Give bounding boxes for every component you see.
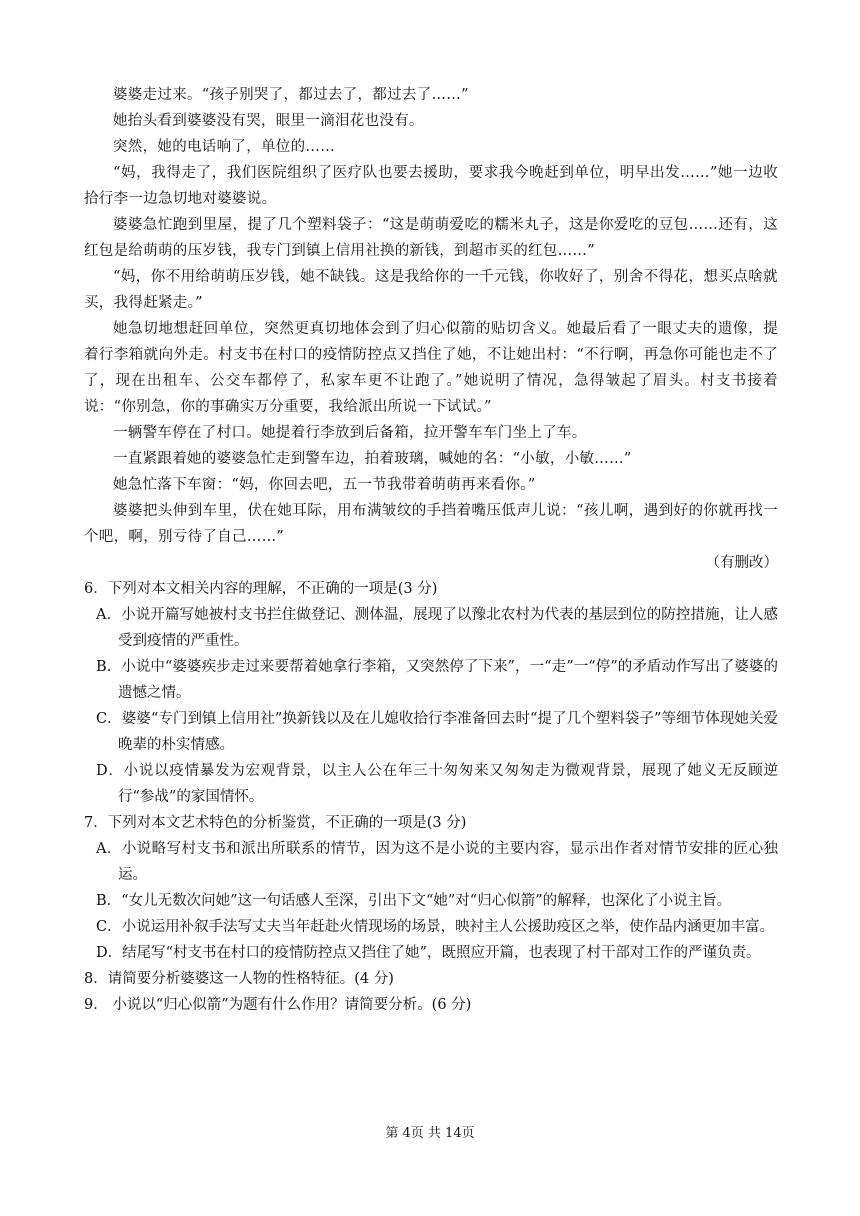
passage-paragraph: 她抬头看到婆婆没有哭，眼里一滴泪花也没有。 [113,113,424,129]
passage-paragraph: 她急切地想赶回单位，突然更真切地体会到了归心似箭的贴切含义。她最后看了一眼丈夫的遗像，提着行李箱就向外走。村支书在村口的疫情防控点又挡住了她，不让她出村：“不行啊，再急你可能也走不了了，现在出租车、公交车都停了，私家车更不让跑了。”她说明了情况，急得皱起了眉头。村支书接着说：“你别急，你的事确实万分重要，我给派出所说一下试试。” [84,321,778,415]
passage-paragraph: 婆婆走过来。“孩子别哭了，都过去了，都过去了……” [113,87,469,103]
passage-paragraph: “妈，我得走了，我们医院组织了医疗队也要去援助，要求我今晚赶到单位，明早出发……”她一边收拾行李一边急切地对婆婆说。 [84,165,778,207]
question-stem: 8．请简要分析婆婆这一人物的性格特征。(4 分) [84,971,394,987]
option-d: D．小说以疫情暴发为宏观背景，以主人公在年三十匆匆来又匆匆走为微观背景，展现了她义无反顾逆行“参战”的家国情怀。 [96,763,778,805]
passage-paragraph: 她急忙落下车窗：“妈，你回去吧，五一节我带着萌萌再来看你。” [113,477,536,493]
source-note: （有删改） [705,555,778,571]
question-stem: 7．下列对本文艺术特色的分析鉴赏，不正确的一项是(3 分) [84,815,467,831]
page-footer: 第 4页 共 14页 [385,1126,475,1141]
option-d: D．结尾写“村支书在村口的疫情防控点又挡住了她”，既照应开篇，也表现了村干部对工作的严谨负责。 [96,945,761,961]
passage-paragraph: “妈，你不用给萌萌压岁钱，她不缺钱。这是我给你的一千元钱，你收好了，别舍不得花，想买点啥就买，我得赶紧走。” [84,269,778,311]
option-b: B．小说中“婆婆疾步走过来要帮着她拿行李箱，又突然停了下来”，一“走”一“停”的矛盾动作写出了婆婆的遗憾之情。 [96,659,778,701]
question-9 [84,992,778,1018]
option-c: C．婆婆“专门到镇上信用社”换新钱以及在儿媳收拾行李准备回去时“提了几个塑料袋子”等细节体现她关爱晚辈的朴实情感。 [96,711,778,753]
question-stem: 9． 小说以“归心似箭”为题有什么作用？请简要分析。(6 分) [84,997,472,1013]
passage-paragraph: 突然，她的电话响了，单位的…… [113,139,335,155]
passage-paragraph: 婆婆把头伸到车里，伏在她耳际，用布满皱纹的手挡着嘴压低声儿说：“孩儿啊，遇到好的你就再找一个吧，啊，别亏待了自己……” [84,503,778,545]
passage-paragraph: 一直紧跟着她的婆婆急忙走到警车边，拍着玻璃，喊她的名：“小敏，小敏……” [113,451,632,467]
question-stem: 6．下列对本文相关内容的理解，不正确的一项是(3 分) [84,581,438,597]
passage [84,82,778,550]
passage-paragraph: 婆婆急忙跑到里屋，提了几个塑料袋子：“这是萌萌爱吃的糯米丸子，这是你爱吃的豆包……还有，这红包是给萌萌的压岁钱，我专门到镇上信用社换的新钱，到超市买的红包……” [84,217,778,259]
option-b: B．“女儿无数次问她”这一句话感人至深，引出下文“她”对“归心似箭”的解释，也深化了小说主旨。 [96,893,732,909]
page-content [84,82,778,1018]
question-8 [84,966,778,992]
option-a: A．小说开篇写她被村支书拦住做登记、测体温，展现了以豫北农村为代表的基层到位的防控措施，让人感受到疫情的严重性。 [96,607,778,649]
question-7 [84,810,778,966]
option-c: C．小说运用补叙手法写丈夫当年赶赴火情现场的场景，映衬主人公援助疫区之举，使作品内涵更加丰富。 [96,919,775,935]
passage-paragraph: 一辆警车停在了村口。她提着行李放到后备箱，拉开警车车门坐上了车。 [113,425,587,441]
question-6 [84,576,778,810]
option-a: A．小说略写村支书和派出所联系的情节，因为这不是小说的主要内容，显示出作者对情节安排的匠心独运。 [96,841,778,883]
